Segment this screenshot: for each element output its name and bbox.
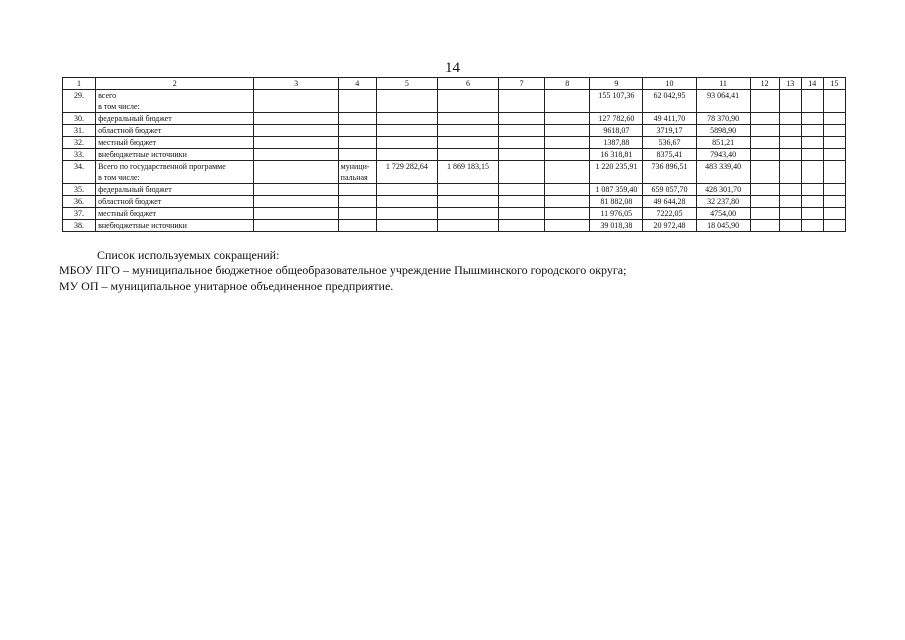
table-cell xyxy=(779,125,801,137)
table-cell xyxy=(750,149,779,161)
table-cell xyxy=(779,149,801,161)
table-cell xyxy=(801,161,823,184)
table-cell xyxy=(823,137,845,149)
row-number-cell: 38. xyxy=(63,220,96,232)
table-cell xyxy=(338,125,376,137)
table-cell: 81 882,08 xyxy=(590,196,643,208)
table-cell xyxy=(499,137,545,149)
table-cell xyxy=(801,220,823,232)
row-number-cell: 31. xyxy=(63,125,96,137)
table-cell: 7222,05 xyxy=(643,208,696,220)
table-header-row xyxy=(63,78,846,90)
table-cell xyxy=(801,125,823,137)
table-cell: 18 045,90 xyxy=(696,220,750,232)
table-cell xyxy=(376,184,437,196)
cell-line: муници- xyxy=(340,162,370,171)
table-cell xyxy=(545,149,590,161)
table-cell xyxy=(823,196,845,208)
table-cell xyxy=(376,90,437,113)
table-cell xyxy=(545,161,590,184)
table-cell xyxy=(437,220,498,232)
table-cell: 155 107,36 xyxy=(590,90,643,113)
row-number-cell: 37. xyxy=(63,208,96,220)
table-cell: 659 057,70 xyxy=(643,184,696,196)
table-cell: 736 896,51 xyxy=(643,161,696,184)
column-header: 1 xyxy=(63,78,96,90)
row-label-cell xyxy=(96,137,254,149)
column-header: 15 xyxy=(823,78,845,90)
row-label-line: областной бюджет xyxy=(98,126,162,135)
row-number-cell: 36. xyxy=(63,196,96,208)
row-label-cell xyxy=(96,196,254,208)
table-row xyxy=(63,208,846,220)
table-cell xyxy=(437,137,498,149)
row-label-line: местный бюджет xyxy=(98,138,157,147)
table-row xyxy=(63,184,846,196)
row-number-cell: 33. xyxy=(63,149,96,161)
row-label-cell xyxy=(96,125,254,137)
table-cell: 127 782,60 xyxy=(590,113,643,125)
row-number-cell: 30. xyxy=(63,113,96,125)
table-cell xyxy=(254,90,338,113)
row-label-line: областной бюджет xyxy=(98,197,162,206)
table-cell xyxy=(499,149,545,161)
column-header: 13 xyxy=(779,78,801,90)
table-row xyxy=(63,196,846,208)
table-cell: 32 237,80 xyxy=(696,196,750,208)
row-number-cell: 35. xyxy=(63,184,96,196)
table-cell xyxy=(437,149,498,161)
table-cell: 7943,40 xyxy=(696,149,750,161)
table-cell xyxy=(338,137,376,149)
row-number-cell: 32. xyxy=(63,137,96,149)
table-cell xyxy=(376,196,437,208)
cell-line: пальная xyxy=(340,173,368,182)
table-cell xyxy=(823,125,845,137)
table-cell xyxy=(499,113,545,125)
table-cell xyxy=(823,184,845,196)
table-cell xyxy=(545,196,590,208)
table-cell xyxy=(376,220,437,232)
row-number-cell: 34. xyxy=(63,161,96,184)
column-header: 9 xyxy=(590,78,643,90)
table-cell xyxy=(823,113,845,125)
table-cell xyxy=(499,220,545,232)
table-cell xyxy=(801,137,823,149)
table-cell xyxy=(545,113,590,125)
table-cell xyxy=(823,90,845,113)
table-row xyxy=(63,137,846,149)
table-cell xyxy=(254,113,338,125)
table-cell xyxy=(499,90,545,113)
table-cell xyxy=(376,208,437,220)
table-cell xyxy=(779,208,801,220)
table-cell xyxy=(437,125,498,137)
table-cell: 9618,07 xyxy=(590,125,643,137)
table-cell xyxy=(779,196,801,208)
table-cell xyxy=(545,137,590,149)
table-row xyxy=(63,161,846,184)
column-header: 3 xyxy=(254,78,338,90)
table-cell xyxy=(823,220,845,232)
table-cell xyxy=(338,184,376,196)
row-label-line: местный бюджет xyxy=(98,209,157,218)
row-label-cell xyxy=(96,184,254,196)
table-cell xyxy=(801,184,823,196)
row-label-cell xyxy=(96,149,254,161)
row-label-line: в том числе: xyxy=(98,173,140,182)
table-cell xyxy=(779,90,801,113)
table-cell xyxy=(254,196,338,208)
table-cell xyxy=(254,208,338,220)
table-cell xyxy=(823,161,845,184)
budget-table xyxy=(62,77,846,232)
table-cell: 20 972,48 xyxy=(643,220,696,232)
table-cell xyxy=(499,184,545,196)
table-cell xyxy=(499,208,545,220)
table-row xyxy=(63,220,846,232)
column-header: 14 xyxy=(801,78,823,90)
table-cell xyxy=(338,196,376,208)
table-cell: 1 087 359,40 xyxy=(590,184,643,196)
table-cell: 78 370,90 xyxy=(696,113,750,125)
table-cell: 49 644,28 xyxy=(643,196,696,208)
table-cell xyxy=(750,208,779,220)
row-label-line: федеральный бюджет xyxy=(98,185,172,194)
table-cell xyxy=(499,196,545,208)
column-header: 10 xyxy=(643,78,696,90)
table-cell xyxy=(254,125,338,137)
page-number: 14 xyxy=(445,60,460,76)
table-cell: 93 064,41 xyxy=(696,90,750,113)
table-cell xyxy=(823,208,845,220)
table-cell xyxy=(338,220,376,232)
table-cell xyxy=(254,220,338,232)
row-label-line: федеральный бюджет xyxy=(98,114,172,123)
table-cell: 1 729 282,64 xyxy=(376,161,437,184)
table-cell: 11 976,05 xyxy=(590,208,643,220)
table-cell xyxy=(779,113,801,125)
table-row xyxy=(63,90,846,113)
table-cell xyxy=(779,161,801,184)
table-row xyxy=(63,149,846,161)
column-header: 2 xyxy=(96,78,254,90)
table-cell xyxy=(338,90,376,113)
table-cell: 428 301,70 xyxy=(696,184,750,196)
row-label-cell xyxy=(96,161,254,184)
table-cell xyxy=(779,184,801,196)
row-label-line: Всего по государственной программе xyxy=(98,162,226,171)
column-header: 8 xyxy=(545,78,590,90)
table-cell xyxy=(437,184,498,196)
abbreviation-line: МУ ОП – муниципальное унитарное объединенное предприятие. xyxy=(59,279,394,293)
table-cell xyxy=(545,208,590,220)
table-cell: 851,21 xyxy=(696,137,750,149)
table-cell xyxy=(801,149,823,161)
table-cell xyxy=(437,208,498,220)
row-label-cell xyxy=(96,113,254,125)
abbreviations-title: Список используемых сокращений: xyxy=(97,248,280,262)
column-header: 4 xyxy=(338,78,376,90)
row-label-line: всего xyxy=(98,91,117,100)
column-header: 5 xyxy=(376,78,437,90)
table-cell xyxy=(750,137,779,149)
table-row xyxy=(63,125,846,137)
table-cell xyxy=(801,113,823,125)
table-cell: 5898,90 xyxy=(696,125,750,137)
column-header: 6 xyxy=(437,78,498,90)
table-cell: 16 318,81 xyxy=(590,149,643,161)
table-cell: 49 411,70 xyxy=(643,113,696,125)
table-cell xyxy=(437,113,498,125)
row-number-cell: 29. xyxy=(63,90,96,113)
table-cell xyxy=(779,220,801,232)
row-label-line: внебюджетные источники xyxy=(98,221,187,230)
table-cell xyxy=(437,90,498,113)
table-cell xyxy=(254,149,338,161)
table-cell xyxy=(801,208,823,220)
table-cell xyxy=(254,184,338,196)
column-header: 12 xyxy=(750,78,779,90)
row-label-line: в том числе: xyxy=(98,102,140,111)
table-cell xyxy=(750,113,779,125)
row-label-cell xyxy=(96,208,254,220)
column-header: 11 xyxy=(696,78,750,90)
table-cell xyxy=(545,90,590,113)
table-cell xyxy=(779,137,801,149)
table-cell xyxy=(750,161,779,184)
table-cell xyxy=(376,149,437,161)
abbreviation-line: МБОУ ПГО – муниципальное бюджетное общеобразовательное учреждение Пышминского городского округа; xyxy=(59,263,627,277)
table-cell: 1 869 183,15 xyxy=(437,161,498,184)
table-cell xyxy=(750,184,779,196)
table-cell xyxy=(376,137,437,149)
table-cell xyxy=(338,208,376,220)
table-cell: 1 220 235,91 xyxy=(590,161,643,184)
table-cell xyxy=(338,161,376,184)
table-cell xyxy=(254,137,338,149)
table-cell xyxy=(254,161,338,184)
table-cell xyxy=(499,125,545,137)
table-cell xyxy=(801,196,823,208)
table-cell xyxy=(750,90,779,113)
table-cell: 536,67 xyxy=(643,137,696,149)
table-cell xyxy=(376,113,437,125)
table-cell: 4754,00 xyxy=(696,208,750,220)
row-label-cell xyxy=(96,90,254,113)
table-cell xyxy=(750,220,779,232)
table-cell xyxy=(545,220,590,232)
table-cell xyxy=(499,161,545,184)
table-cell xyxy=(545,184,590,196)
table-cell: 8375,41 xyxy=(643,149,696,161)
table-cell xyxy=(376,125,437,137)
table-cell: 62 042,95 xyxy=(643,90,696,113)
table-cell xyxy=(338,149,376,161)
table-cell xyxy=(437,196,498,208)
table-cell xyxy=(801,90,823,113)
column-header: 7 xyxy=(499,78,545,90)
table-row xyxy=(63,113,846,125)
table-cell xyxy=(750,196,779,208)
table-cell xyxy=(823,149,845,161)
table-cell: 39 018,38 xyxy=(590,220,643,232)
row-label-line: внебюджетные источники xyxy=(98,150,187,159)
table-cell xyxy=(338,113,376,125)
table-cell: 483 339,40 xyxy=(696,161,750,184)
table-cell: 3719,17 xyxy=(643,125,696,137)
row-label-cell xyxy=(96,220,254,232)
table-cell xyxy=(545,125,590,137)
table-cell: 1387,88 xyxy=(590,137,643,149)
table-cell xyxy=(750,125,779,137)
